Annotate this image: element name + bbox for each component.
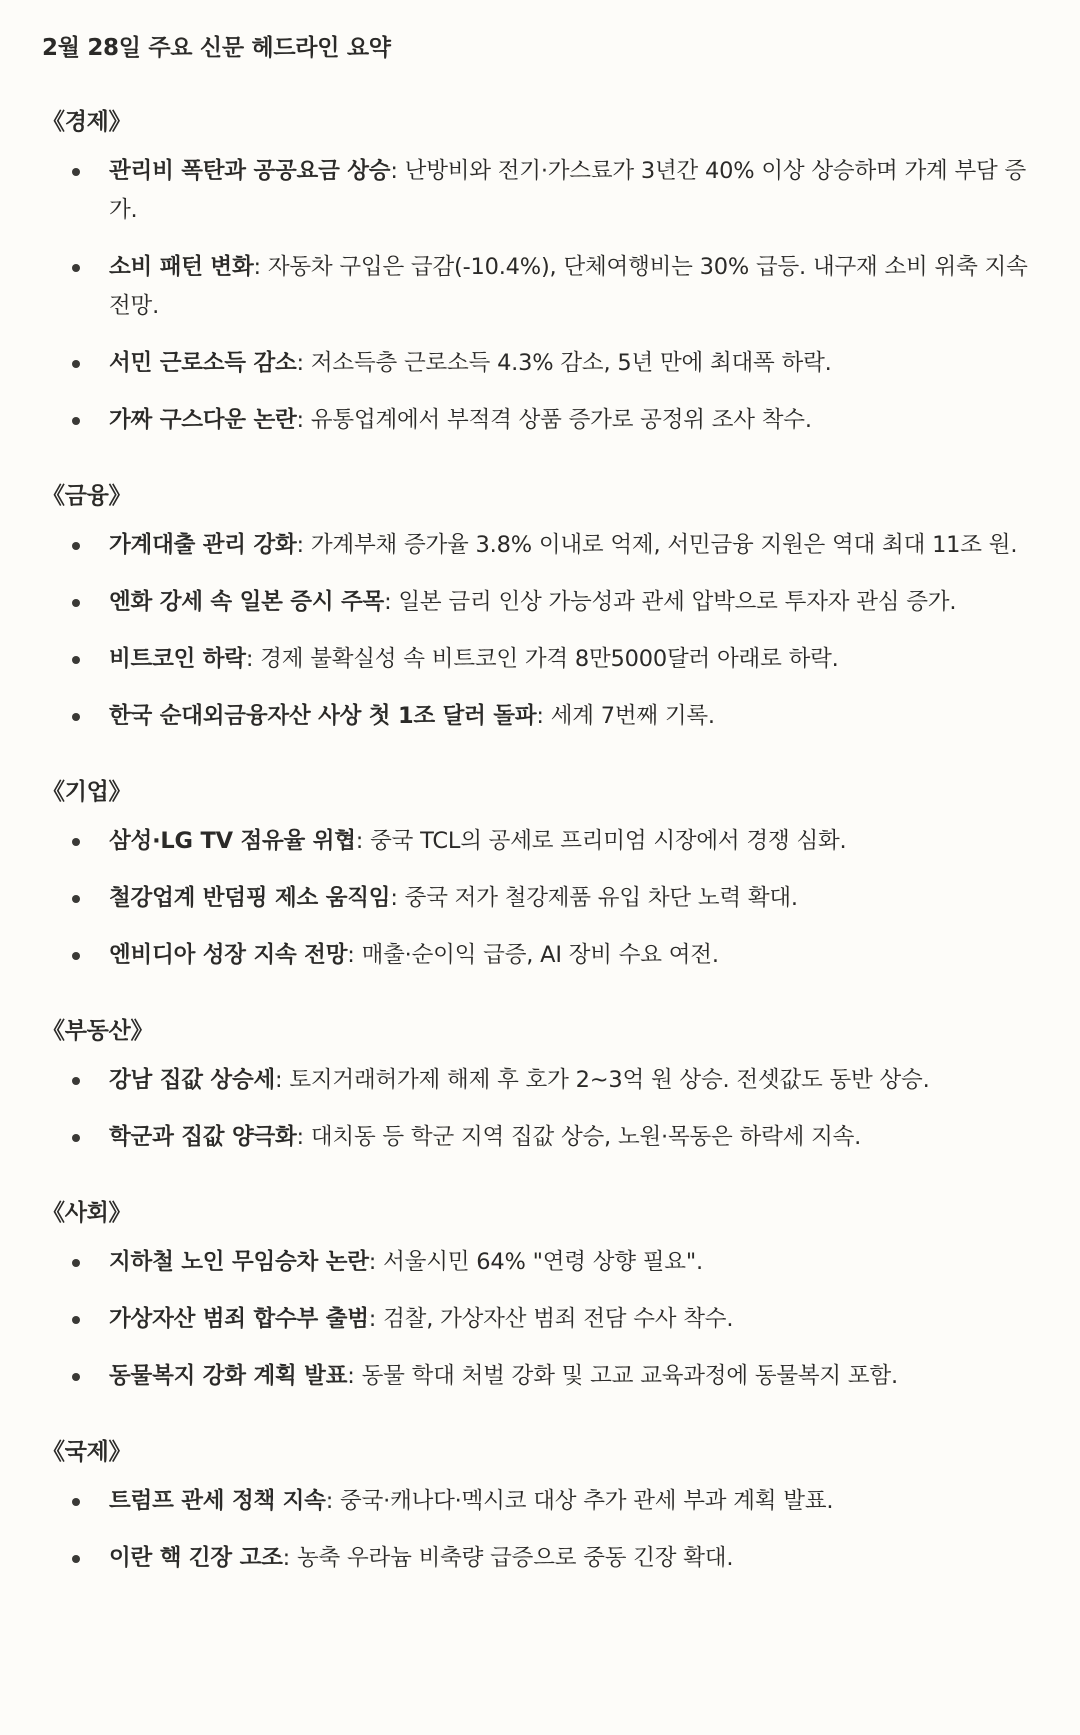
headline-title: 동물복지 강화 계획 발표 — [109, 1363, 348, 1389]
bullet-icon — [72, 1316, 80, 1324]
page-title: 2월 28일 주요 신문 헤드라인 요약 — [42, 35, 391, 61]
headline-text: : 중국 TCL의 공세로 프리미엄 시장에서 경쟁 심화. — [355, 828, 847, 854]
section-heading: 《경제》 — [42, 109, 132, 135]
headline-list — [42, 1482, 1040, 1578]
bullet-icon — [72, 1259, 80, 1267]
headline-item — [42, 879, 1040, 918]
bullet-icon — [72, 1555, 80, 1563]
headline-title: 한국 순대외금융자산 사상 첫 1조 달러 돌파 — [109, 703, 537, 729]
bullet-icon — [72, 264, 80, 272]
headline-title: 철강업계 반덤핑 제소 움직임 — [109, 885, 391, 911]
section-heading: 《사회》 — [42, 1200, 132, 1226]
bullet-icon — [72, 542, 80, 550]
headline-item — [42, 936, 1040, 975]
section-heading: 《금융》 — [42, 483, 132, 509]
headline-item — [42, 152, 1040, 230]
bullet-icon — [72, 1373, 80, 1381]
bullet-icon — [72, 1498, 80, 1506]
headline-title: 이란 핵 긴장 고조 — [109, 1545, 283, 1571]
section — [42, 1195, 1040, 1396]
headline-item — [42, 1539, 1040, 1578]
headline-text: : 가계부채 증가율 3.8% 이내로 억제, 서민금융 지원은 역대 최대 11조 원. — [296, 532, 1018, 558]
headline-item — [42, 1118, 1040, 1157]
headline-item — [42, 640, 1040, 679]
headline-text: : 대치동 등 학군 지역 집값 상승, 노원·목동은 하락세 지속. — [296, 1124, 862, 1150]
headline-text: : 유통업계에서 부적격 상품 증가로 공정위 조사 착수. — [296, 407, 812, 433]
headline-item — [42, 1357, 1040, 1396]
headline-item — [42, 401, 1040, 440]
headline-title: 엔비디아 성장 지속 전망 — [109, 942, 348, 968]
headline-item — [42, 1300, 1040, 1339]
headline-text: : 경제 불확실성 속 비트코인 가격 8만5000달러 아래로 하락. — [245, 646, 839, 672]
headline-text: : 중국 저가 철강제품 유입 차단 노력 확대. — [390, 885, 798, 911]
headline-text: : 저소득층 근로소득 4.3% 감소, 5년 만에 최대폭 하락. — [296, 350, 832, 376]
headline-title: 지하철 노인 무임승차 논란 — [109, 1249, 369, 1275]
headline-text: : 매출·순이익 급증, AI 장비 수요 여전. — [347, 942, 719, 968]
headline-title: 엔화 강세 속 일본 증시 주목 — [109, 589, 385, 615]
headline-title: 트럼프 관세 정책 지속 — [109, 1488, 326, 1514]
headline-text: : 농축 우라늄 비축량 급증으로 중동 긴장 확대. — [282, 1545, 734, 1571]
headline-title: 강남 집값 상승세 — [109, 1067, 276, 1093]
bullet-icon — [72, 713, 80, 721]
bullet-icon — [72, 168, 80, 176]
bullet-icon — [72, 360, 80, 368]
headline-item — [42, 1482, 1040, 1521]
headline-list — [42, 1243, 1040, 1396]
headline-text: : 중국·캐나다·멕시코 대상 추가 관세 부과 계획 발표. — [325, 1488, 834, 1514]
bullet-icon — [72, 599, 80, 607]
headline-list — [42, 822, 1040, 975]
headline-list — [42, 526, 1040, 736]
bullet-icon — [72, 952, 80, 960]
headline-text: : 일본 금리 인상 가능성과 관세 압박으로 투자자 관심 증가. — [384, 589, 957, 615]
headline-title: 서민 근로소득 감소 — [109, 350, 297, 376]
headline-text: : 난방비와 전기·가스료가 3년간 40% 이상 상승하며 가계 부담 증가. — [109, 158, 1027, 223]
headline-list — [42, 152, 1040, 440]
section — [42, 774, 1040, 975]
headline-title: 가짜 구스다운 논란 — [109, 407, 297, 433]
headline-text: : 세계 7번째 기록. — [536, 703, 715, 729]
bullet-icon — [72, 1134, 80, 1142]
headline-text: : 검찰, 가상자산 범죄 전담 수사 착수. — [368, 1306, 734, 1332]
headline-text: : 서울시민 64% "연령 상향 필요". — [368, 1249, 703, 1275]
bullet-icon — [72, 1077, 80, 1085]
headline-title: 가상자산 범죄 합수부 출범 — [109, 1306, 369, 1332]
bullet-icon — [72, 838, 80, 846]
section-heading: 《부동산》 — [42, 1018, 154, 1044]
section — [42, 1434, 1040, 1578]
bullet-icon — [72, 895, 80, 903]
section-heading: 《국제》 — [42, 1439, 132, 1465]
section — [42, 478, 1040, 736]
headline-item — [42, 583, 1040, 622]
section — [42, 104, 1040, 440]
headline-item — [42, 248, 1040, 326]
headline-title: 관리비 폭탄과 공공요금 상승 — [109, 158, 391, 184]
headline-text: : 토지거래허가제 해제 후 호가 2~3억 원 상승. 전셋값도 동반 상승. — [275, 1067, 930, 1093]
headline-item — [42, 344, 1040, 383]
headline-title: 학군과 집값 양극화 — [109, 1124, 297, 1150]
headline-item — [42, 1061, 1040, 1100]
headline-item — [42, 822, 1040, 861]
headline-title: 가계대출 관리 강화 — [109, 532, 297, 558]
section-heading: 《기업》 — [42, 779, 132, 805]
section — [42, 1013, 1040, 1157]
headline-title: 삼성·LG TV 점유율 위협 — [109, 828, 356, 854]
sections-container — [42, 104, 1040, 1578]
headline-title: 비트코인 하락 — [109, 646, 246, 672]
headline-item — [42, 526, 1040, 565]
headline-item — [42, 1243, 1040, 1282]
headline-text: : 동물 학대 처벌 강화 및 고교 교육과정에 동물복지 포함. — [347, 1363, 898, 1389]
headline-list — [42, 1061, 1040, 1157]
bullet-icon — [72, 656, 80, 664]
bullet-icon — [72, 417, 80, 425]
headline-text: : 자동차 구입은 급감(-10.4%), 단체여행비는 30% 급등. 내구재 소비 위축 지속 전망. — [109, 254, 1028, 319]
headline-item — [42, 697, 1040, 736]
headline-title: 소비 패턴 변화 — [109, 254, 254, 280]
